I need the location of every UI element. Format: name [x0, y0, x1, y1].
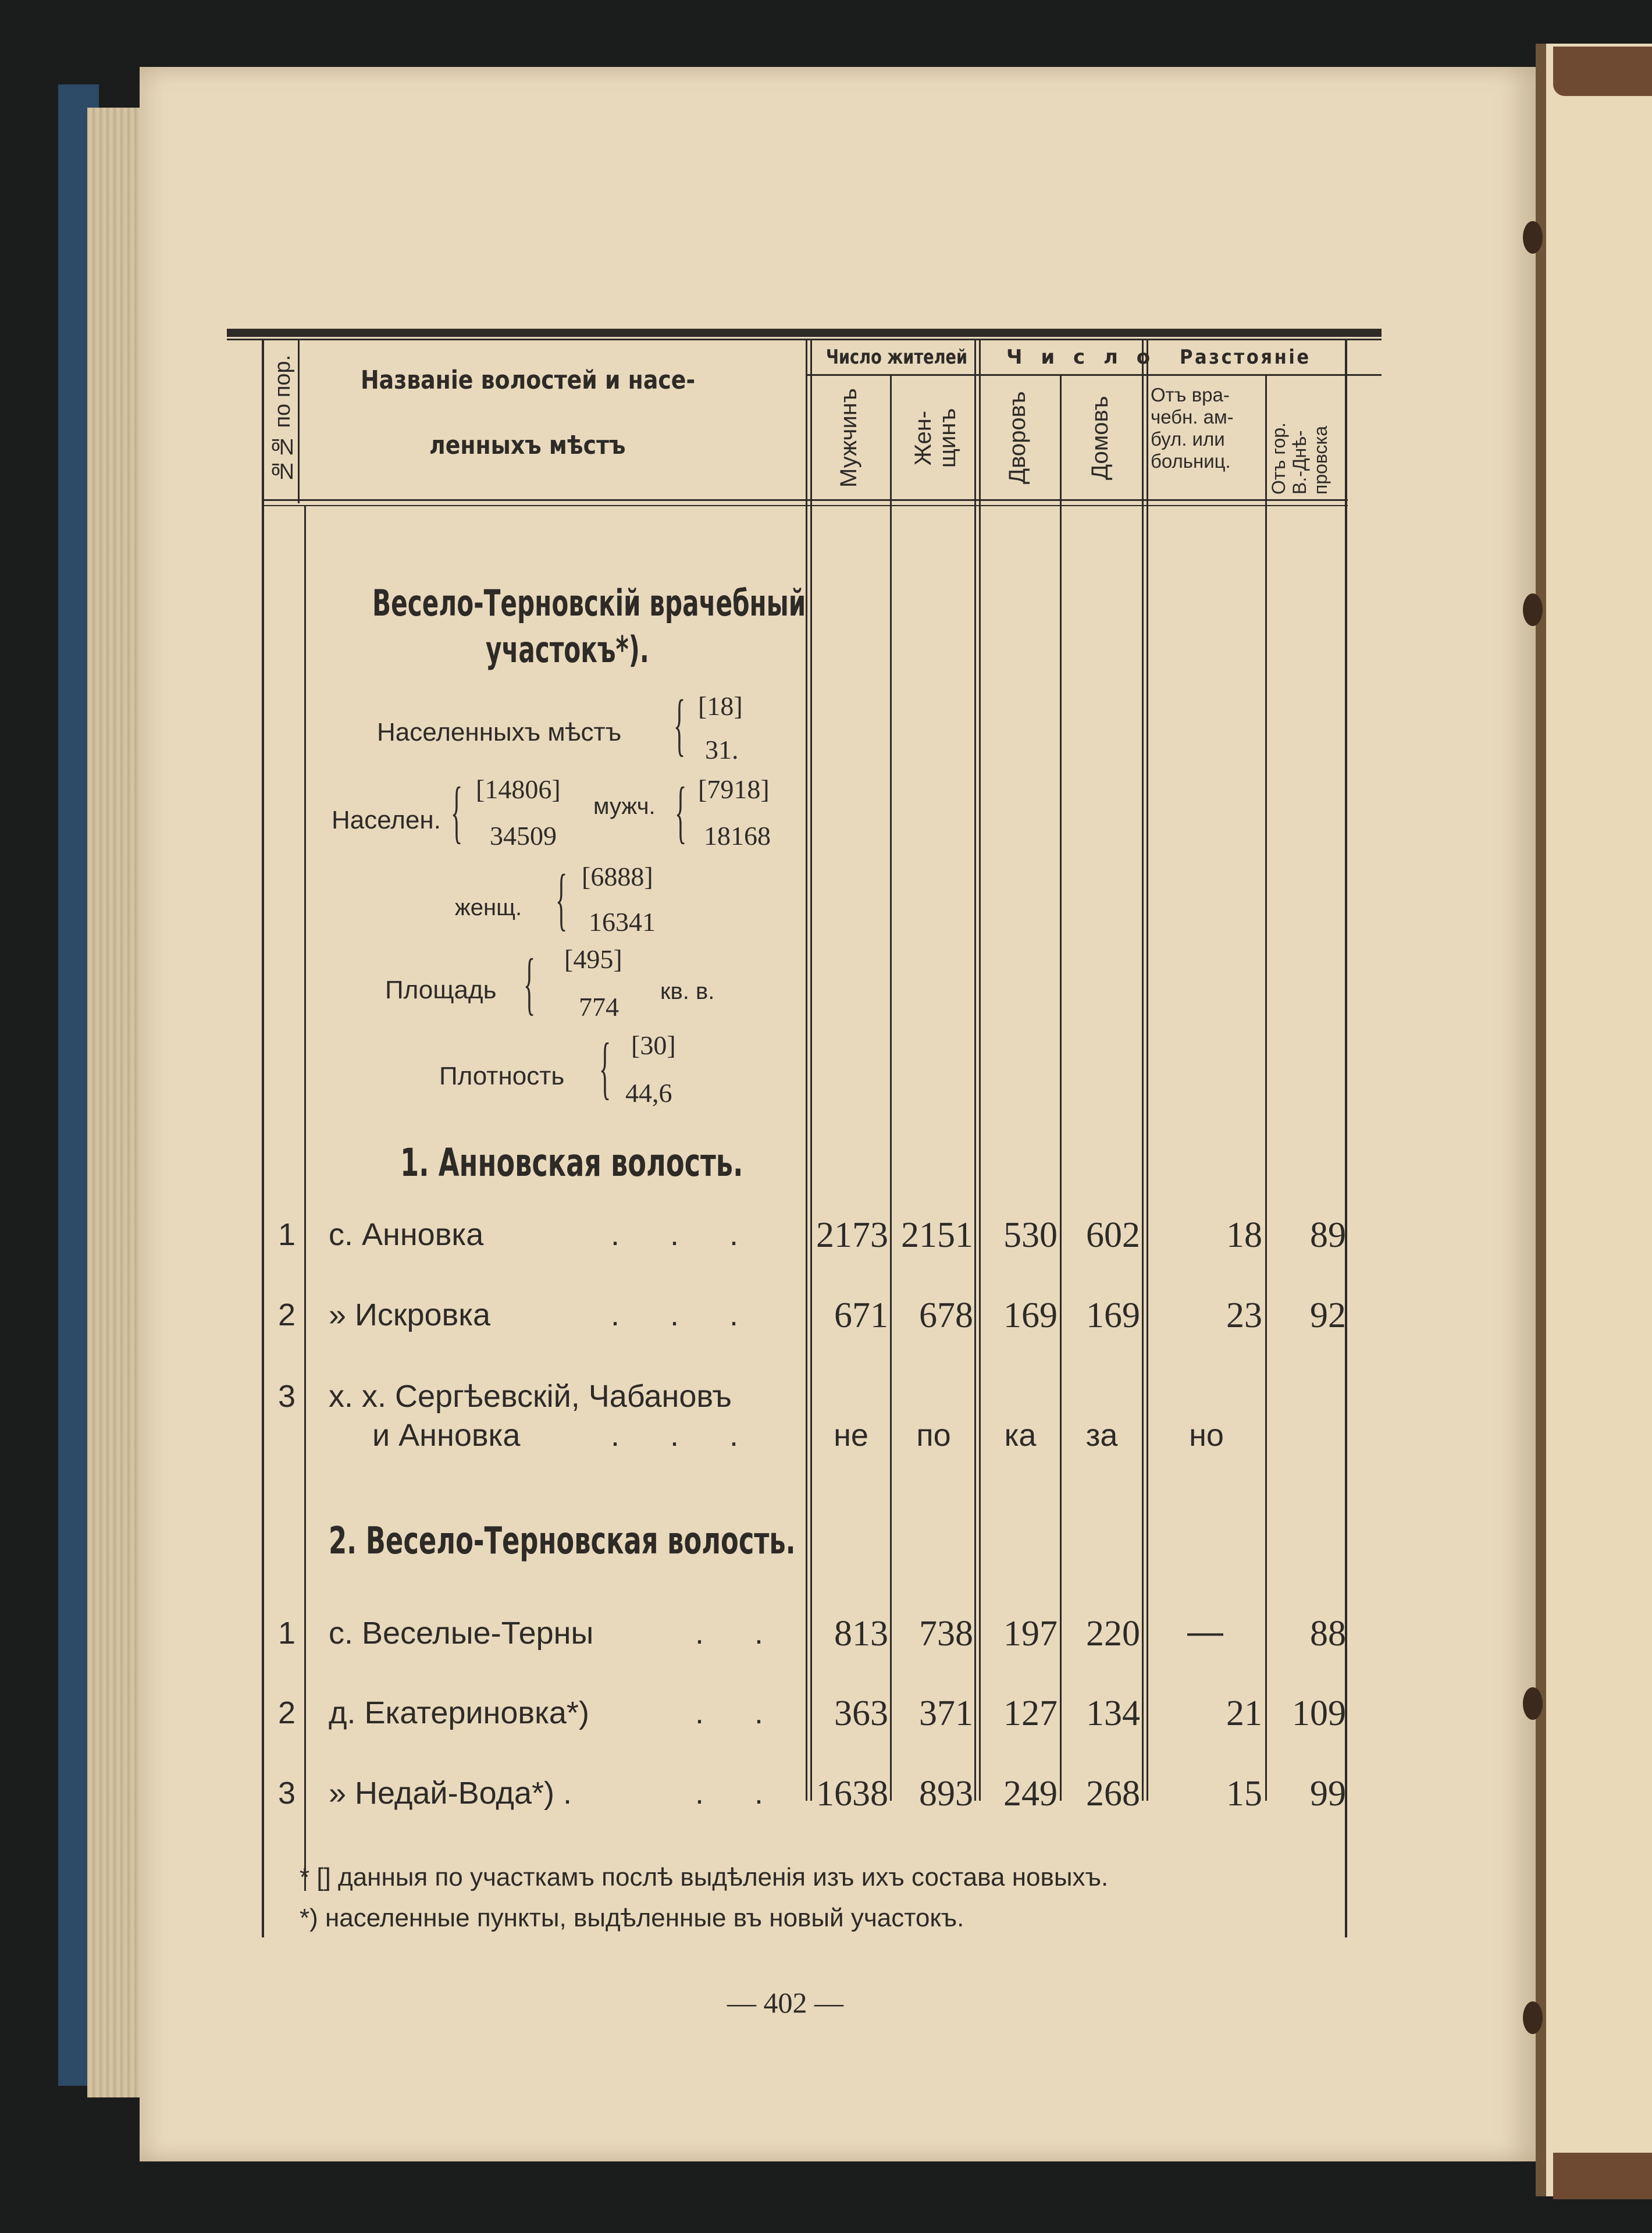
place-name: с. Анновка	[329, 1217, 484, 1252]
men-count: 671	[834, 1296, 888, 1335]
col-rule-women	[974, 340, 976, 1801]
note-word: по	[916, 1418, 951, 1453]
table-top-rule	[227, 329, 1382, 337]
col-rule-yards	[1060, 375, 1062, 1801]
note-word: но	[1189, 1418, 1224, 1453]
leader-dots: . . .	[611, 1217, 760, 1252]
col-rule-left	[262, 340, 264, 1937]
dist-city: 99	[1310, 1774, 1346, 1814]
district-title-line2: участокъ*).	[486, 628, 649, 671]
col-rule-dist	[1265, 375, 1267, 1801]
col-rule-name	[806, 340, 807, 1801]
dist-city: 89	[1310, 1215, 1346, 1255]
row-number: 2	[278, 1297, 296, 1332]
women-count: 371	[919, 1694, 973, 1733]
brace: {	[556, 860, 568, 937]
col-header-houses: Домовъ	[1087, 396, 1113, 480]
binding-corner-top	[1553, 47, 1652, 96]
brace: {	[675, 773, 687, 850]
dist-doctor: 15	[1226, 1774, 1262, 1814]
dist-doctor: 21	[1226, 1694, 1262, 1733]
col-header-women: Жен-щинъ	[910, 408, 960, 468]
dist-city: 109	[1292, 1694, 1346, 1733]
row-number: 3	[278, 1379, 296, 1414]
col-header-men: Мужчинъ	[836, 388, 861, 488]
row-number: 3	[278, 1776, 296, 1811]
facing-page	[1536, 44, 1652, 2196]
place-name: » Искровка	[329, 1297, 491, 1332]
men-count: 2173	[816, 1215, 888, 1255]
col-rule-num-body	[304, 506, 306, 1891]
binding-stitch	[1523, 221, 1543, 254]
places-new: 31.	[705, 735, 739, 765]
note-word: не	[834, 1418, 868, 1453]
col-rule-houses-2	[1147, 340, 1148, 1801]
density-label: Плотность	[439, 1062, 565, 1090]
binding	[1536, 44, 1546, 2196]
men-label: мужч.	[593, 794, 656, 819]
places-old: [18]	[698, 691, 743, 721]
population-label: Населен.	[332, 806, 441, 834]
men-new: 18168	[704, 821, 771, 851]
area-old: [495]	[564, 944, 622, 974]
binding-corner-bottom	[1553, 2153, 1652, 2199]
section-title: 1. Анновская волость.	[400, 1140, 743, 1185]
leader-dots: . .	[695, 1776, 785, 1811]
row-number: 1	[278, 1217, 296, 1252]
row-number: 2	[278, 1695, 296, 1730]
place-name: с. Веселые-Терны	[329, 1616, 594, 1651]
col-rule-women-2	[979, 340, 981, 1801]
men-count: 363	[834, 1694, 888, 1733]
place-name: д. Екатериновка*)	[329, 1695, 589, 1730]
yards-count: 249	[1003, 1774, 1058, 1814]
section-title: 2. Весело-Терновская волость.	[329, 1520, 796, 1563]
brace: {	[674, 685, 686, 763]
dist-city: 92	[1310, 1296, 1346, 1335]
header-group-rule	[807, 374, 1382, 376]
brace: {	[599, 1029, 611, 1106]
place-name: » Недай-Вода*) .	[329, 1776, 572, 1811]
yards-count: 530	[1003, 1215, 1058, 1255]
col-header-number: №№ по пор.	[270, 354, 295, 483]
yards-count: 197	[1003, 1614, 1058, 1654]
women-label: женщ.	[455, 895, 522, 920]
binding-stitch	[1523, 1687, 1543, 1720]
footnote: * [] данныя по участкамъ послѣ выдѣленія изъ ихъ состава новыхъ.	[300, 1863, 1109, 1891]
houses-count: 268	[1086, 1774, 1140, 1814]
area-new: 774	[579, 992, 619, 1022]
women-count: 738	[919, 1614, 973, 1654]
col-rule-men	[890, 375, 892, 1801]
women-count: 893	[919, 1774, 973, 1814]
men-old: [7918]	[698, 774, 770, 804]
brace: {	[524, 944, 536, 1022]
men-count: 813	[834, 1614, 888, 1654]
area-unit: кв. в.	[660, 979, 715, 1004]
page-number: — 402 —	[727, 1986, 843, 2019]
yards-count: 169	[1003, 1296, 1058, 1335]
note-word: ка	[1004, 1418, 1037, 1453]
yards-count: 127	[1003, 1694, 1058, 1733]
leader-dots: . . .	[611, 1418, 760, 1453]
col-header-name-line2: ленныхъ мѣстъ	[429, 431, 626, 460]
women-count: 2151	[901, 1215, 973, 1255]
binding-stitch	[1523, 2001, 1543, 2034]
col-rule-name-2	[810, 340, 812, 1801]
places-label: Населенныхъ мѣстъ	[377, 718, 622, 746]
leader-dots: . . .	[611, 1297, 760, 1332]
houses-count: 220	[1086, 1614, 1140, 1654]
population-old: [14806]	[476, 774, 561, 804]
houses-count: 134	[1086, 1694, 1140, 1733]
women-new: 16341	[589, 907, 656, 937]
area-label: Площадь	[385, 976, 497, 1004]
houses-count: 602	[1086, 1215, 1140, 1255]
houses-count: 169	[1086, 1296, 1140, 1335]
table-top-rule-thin	[227, 339, 1382, 340]
men-count: 1638	[816, 1774, 888, 1814]
group-header-inhabitants: Число жителей	[826, 346, 968, 369]
dist-doctor: 18	[1226, 1215, 1262, 1255]
col-rule-houses	[1142, 340, 1144, 1801]
population-new: 34509	[490, 821, 557, 851]
col-header-dist-city: Отъ гор. В.-Днѣ- провска	[1268, 422, 1331, 495]
women-old: [6888]	[582, 862, 653, 891]
col-header-yards: Дворовъ	[1005, 391, 1030, 485]
row-number: 1	[278, 1616, 296, 1651]
col-header-dist-doctor: Отъ вра- чебн. ам- бул. или больниц.	[1151, 384, 1234, 472]
dist-city: 88	[1310, 1614, 1346, 1654]
leader-dots: . .	[695, 1616, 785, 1651]
place-name-line2: и Анновка	[372, 1418, 521, 1453]
group-header-count: Ч и с л о	[1006, 346, 1156, 369]
note-word: за	[1085, 1418, 1118, 1453]
leader-dots: . .	[695, 1695, 785, 1730]
col-rule-num	[298, 340, 300, 503]
density-old: [30]	[631, 1030, 676, 1060]
group-header-distance: Разстояніе	[1180, 346, 1311, 369]
dist-doctor: —	[1187, 1612, 1223, 1652]
footnote: *) населенные пункты, выдѣленные въ новый участокъ.	[300, 1904, 964, 1932]
col-header-name-line1: Названіе волостей и насе-	[361, 365, 696, 395]
women-count: 678	[919, 1296, 973, 1335]
dist-doctor: 23	[1226, 1296, 1262, 1335]
place-name-line1: х. х. Сергѣевскій, Чабановъ	[329, 1379, 732, 1414]
density-new: 44,6	[625, 1078, 672, 1108]
district-title-line1: Весело-Терновскій врачебный	[372, 582, 806, 624]
binding-stitch	[1523, 593, 1543, 626]
brace: {	[451, 773, 463, 850]
